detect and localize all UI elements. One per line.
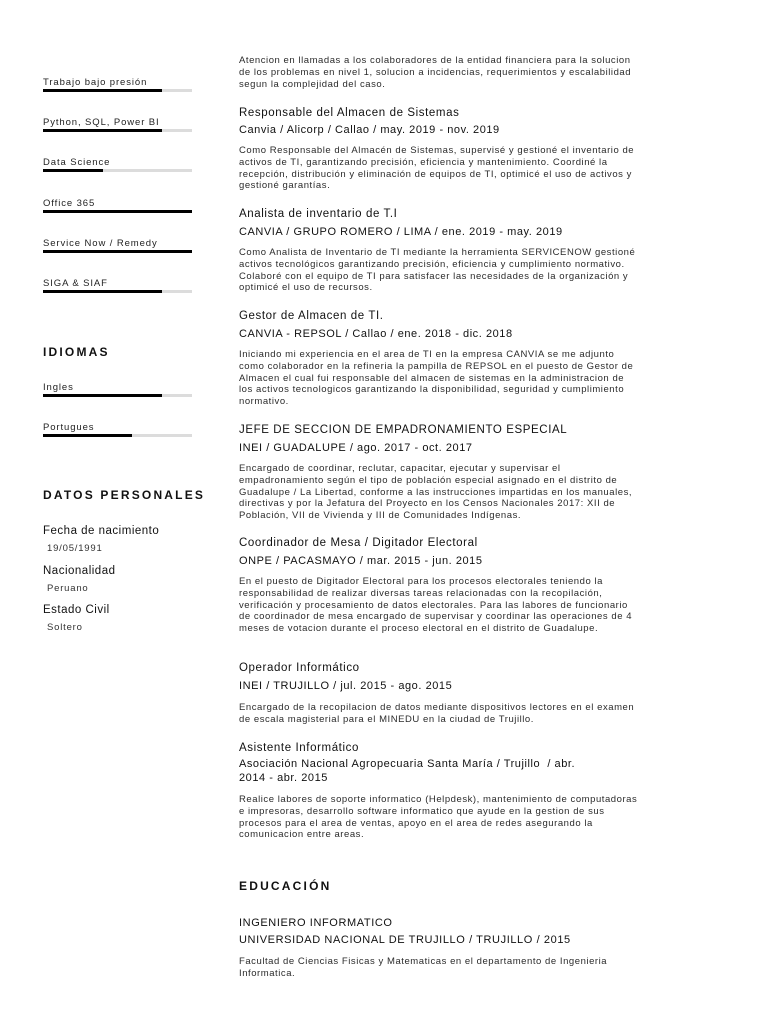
- skill-item: [43, 278, 193, 289]
- language-name: Portugues: [43, 422, 95, 433]
- job-description: Como Analista de Inventario de TI mediante la herramienta SERVICENOW gestioné activos tecnológicos garantizando precisión, eficiencia y cumplimiento normativo. Colaboré con el equipo de TI para satisfacer las necesidades de la organización y optimicé el uso de recursos.: [239, 247, 636, 294]
- skill-level-bar: [43, 169, 192, 172]
- job-company: ONPE / PACASMAYO / mar. 2015 - jun. 2015: [239, 555, 483, 567]
- job-description: Como Responsable del Almacén de Sistemas, supervisé y gestioné el inventario de activos de TI, garantizando precisión, eficiencia y mantenimiento. Coordiné la recepción, distribución y eliminación de equipos de TI, optimicé el uso de activos y gestioné garantías.: [239, 145, 635, 192]
- skill-level-fill: [43, 210, 192, 213]
- job-title: Coordinador de Mesa / Digitador Electoral: [239, 537, 478, 549]
- job-title: Analista de inventario de T.I: [239, 208, 398, 220]
- language-item: [43, 382, 193, 393]
- language-level-bar: [43, 434, 192, 437]
- skill-level-fill: [43, 89, 162, 92]
- education-school: UNIVERSIDAD NACIONAL DE TRUJILLO / TRUJILLO / 2015: [239, 934, 571, 946]
- personal-field-value: Peruano: [47, 583, 89, 594]
- skill-level-fill: [43, 250, 192, 253]
- job-title: Asistente Informático: [239, 742, 359, 754]
- skill-item: [43, 157, 193, 168]
- personal-field-label: Nacionalidad: [43, 565, 116, 577]
- personal-data-title: DATOS PERSONALES: [43, 488, 206, 502]
- job-company: INEI / GUADALUPE / ago. 2017 - oct. 2017: [239, 442, 473, 454]
- job-title: Responsable del Almacen de Sistemas: [239, 107, 460, 119]
- language-item: [43, 422, 193, 433]
- skill-level-fill: [43, 290, 162, 293]
- personal-field-label: Fecha de nacimiento: [43, 525, 160, 537]
- skill-item: [43, 117, 193, 128]
- skill-item: [43, 198, 193, 209]
- language-level-fill: [43, 394, 162, 397]
- skill-item: [43, 238, 193, 249]
- job-description: Realice labores de soporte informatico (Helpdesk), mantenimiento de computadoras e impresoras, desarrollo software informatico que ayude en la gestion de sus procesos para el area de ventas, apoyo en el area de redes asegurando la comunicacion entre areas.: [239, 794, 638, 841]
- skill-level-bar: [43, 250, 192, 253]
- job-description: Iniciando mi experiencia en el area de TI en la empresa CANVIA se me adjunto como colaborador en la refineria la pampilla de REPSOL en el puesto de Gestor de Almacen el cual fui responsable del almacen de sistemas en la administracion de los activos tecnologicos garantizando la disponibilidad, seguridad y cumplimiento normativo.: [239, 349, 634, 408]
- education-title: EDUCACIÓN: [239, 879, 332, 893]
- job-company: Canvia / Alicorp / Callao / may. 2019 - nov. 2019: [239, 124, 500, 136]
- skill-name: Data Science: [43, 157, 111, 168]
- language-name: Ingles: [43, 382, 74, 393]
- skill-name: Service Now / Remedy: [43, 238, 158, 249]
- job-description: Encargado de coordinar, reclutar, capacitar, ejecutar y supervisar el empadronamiento según el tipo de población especial asignado en el distrito de Guadalupe / La Libertad, conforme a las instrucciones impartidas en los manuales, directivas y por la Jefatura del Proyecto en los Censos Nacionales 2017: XII de Población, VII de Vivienda y III de Comunidades Indígenas.: [239, 463, 633, 522]
- skill-name: SIGA & SIAF: [43, 278, 108, 289]
- skill-level-bar: [43, 290, 192, 293]
- skill-item: [43, 77, 193, 88]
- languages-title: IDIOMAS: [43, 345, 110, 359]
- skill-level-fill: [43, 169, 103, 172]
- language-level-fill: [43, 434, 132, 437]
- job-title: Gestor de Almacen de TI.: [239, 310, 384, 322]
- job-description: Encargado de la recopilacion de datos mediante dispositivos lectores en el examen de escala magisterial para el MINEDU en la ciudad de Trujillo.: [239, 702, 635, 725]
- education-description: Facultad de Ciencias Fisicas y Matematicas en el departamento de Ingenieria Informatica.: [239, 956, 608, 979]
- job-description: Atencion en llamadas a los colaboradores de la entidad financiera para la solucion de los problemas en nivel 1, solucion a incidencias, requerimientos y escalabilidad segun la complejidad del caso.: [239, 55, 632, 90]
- personal-field-value: 19/05/1991: [47, 543, 103, 554]
- skill-level-bar: [43, 129, 192, 132]
- job-title: JEFE DE SECCION DE EMPADRONAMIENTO ESPECIAL: [239, 424, 568, 436]
- job-company: INEI / TRUJILLO / jul. 2015 - ago. 2015: [239, 680, 453, 692]
- skill-name: Trabajo bajo presión: [43, 77, 148, 88]
- education-degree: INGENIERO INFORMATICO: [239, 917, 393, 929]
- personal-field-value: Soltero: [47, 622, 83, 633]
- job-company: CANVIA / GRUPO ROMERO / LIMA / ene. 2019 - may. 2019: [239, 226, 563, 238]
- job-title: Operador Informático: [239, 662, 360, 674]
- job-company: CANVIA - REPSOL / Callao / ene. 2018 - dic. 2018: [239, 328, 513, 340]
- skill-level-bar: [43, 89, 192, 92]
- skill-level-fill: [43, 129, 162, 132]
- skill-name: Python, SQL, Power BI: [43, 117, 160, 128]
- job-description: En el puesto de Digitador Electoral para los procesos electorales teniendo la responsabilidad de realizar diversas tareas relacionadas con la recopilación, verificación y procesamiento de datos electorales. Para las labores de funcionario de coordinador de mesa encargado de supervisar y coordinar las operaciones de 4 meses de votacion durante el proceso electoral en el distrito de Guadalupe.: [239, 576, 633, 635]
- personal-field-label: Estado Civil: [43, 604, 110, 616]
- language-level-bar: [43, 394, 192, 397]
- skill-level-bar: [43, 210, 192, 213]
- skill-name: Office 365: [43, 198, 96, 209]
- job-company: Asociación Nacional Agropecuaria Santa María / Trujillo / abr. 2014 - abr. 2015: [239, 758, 576, 784]
